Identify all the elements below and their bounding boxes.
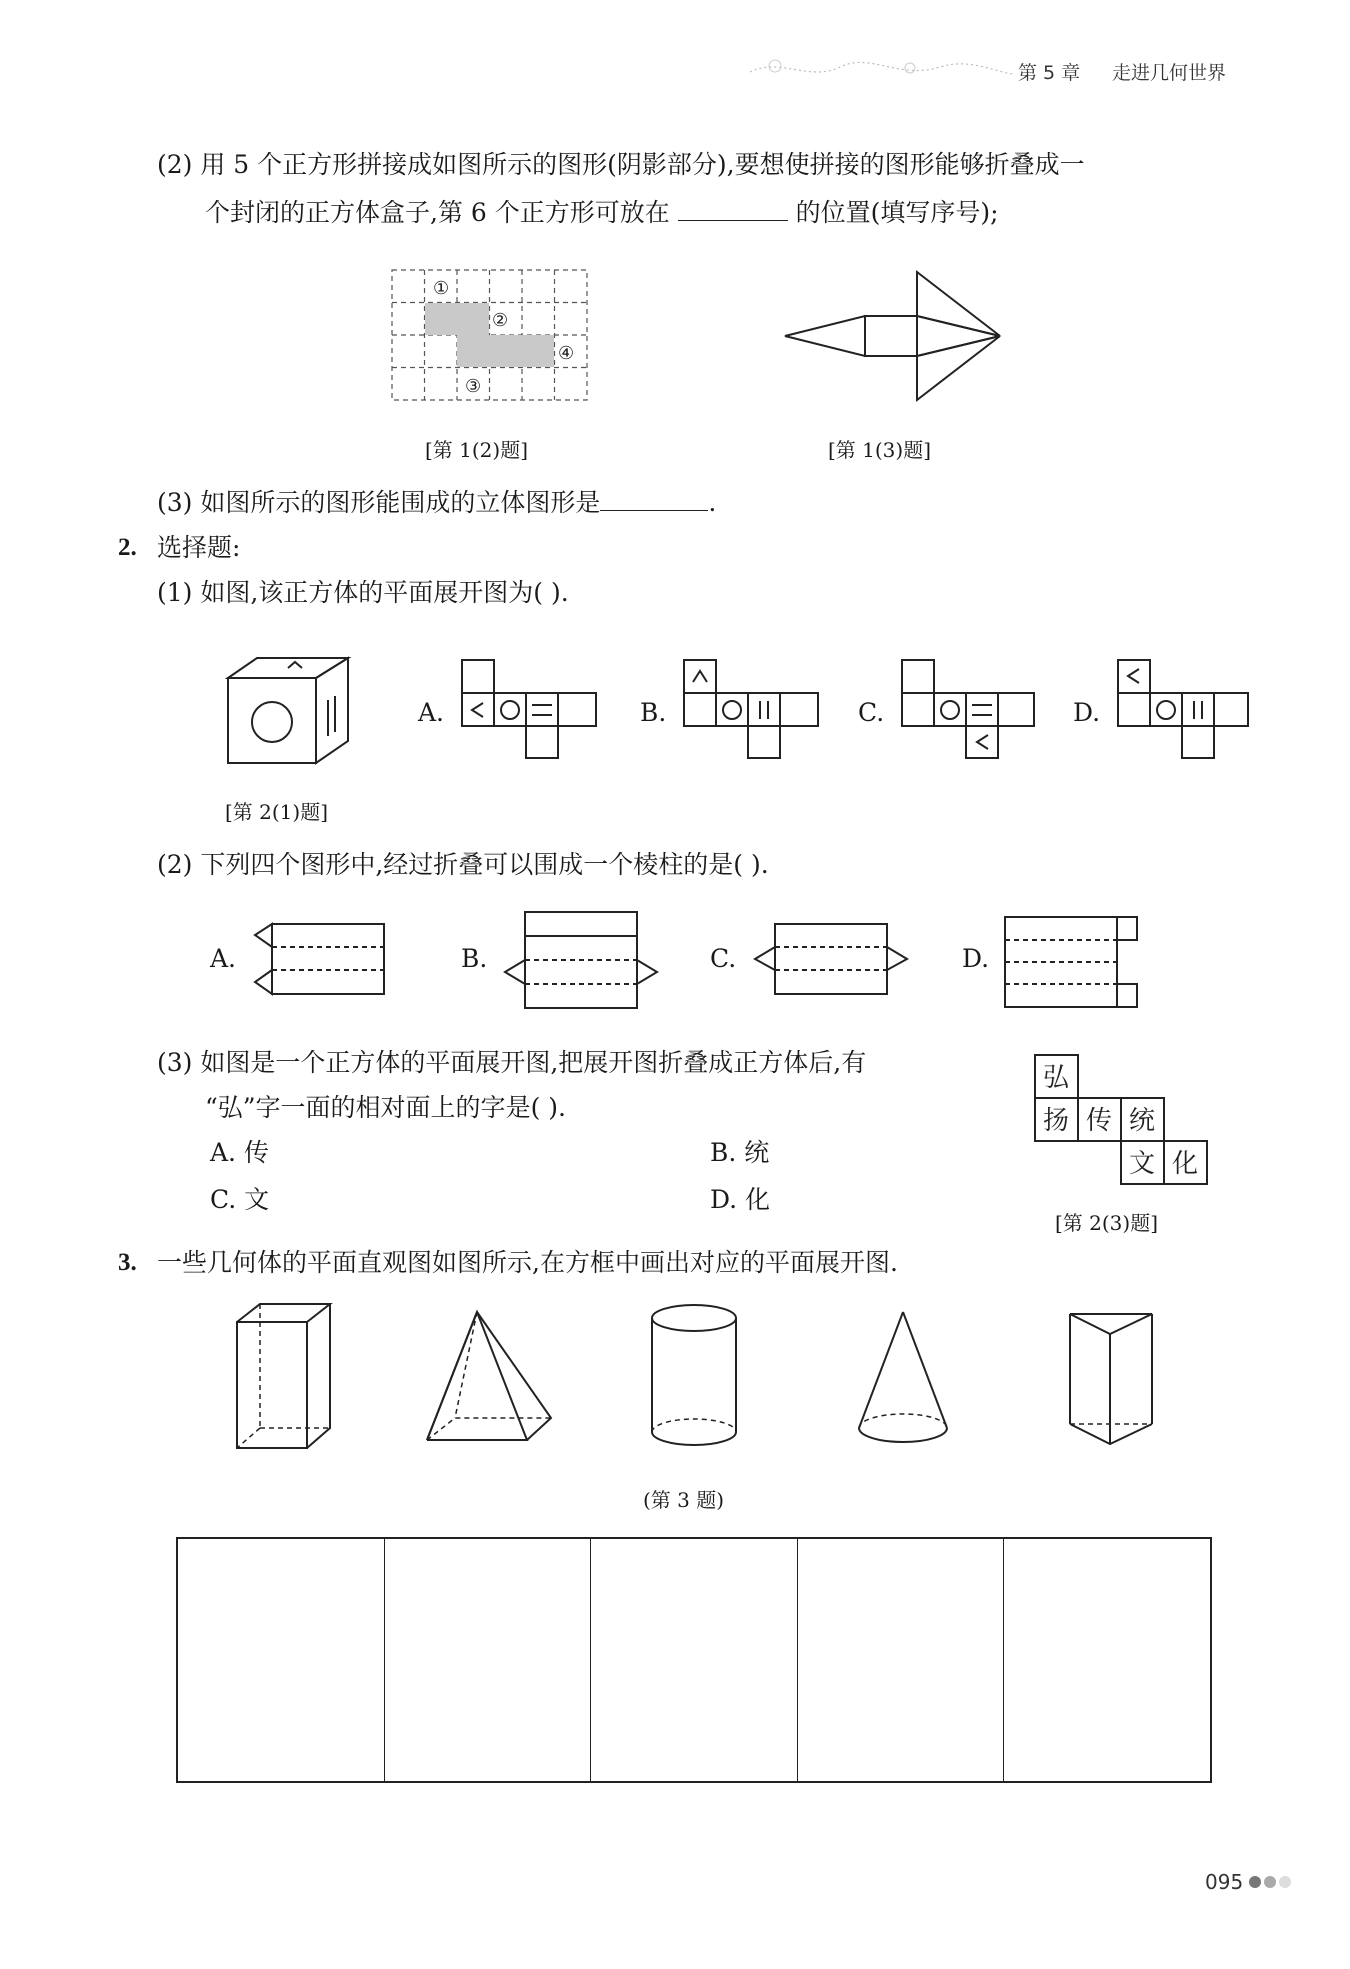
q2-title: 选择题: xyxy=(157,533,241,562)
answer-blank xyxy=(678,219,788,221)
prism-option-b-label: B. xyxy=(461,944,488,973)
grid-label-3: ③ xyxy=(465,376,482,397)
prism-net-option-b xyxy=(500,910,665,1010)
q2-1-text: (1) 如图,该正方体的平面展开图为( ). xyxy=(157,578,569,607)
chapter-title: 走进几何世界 xyxy=(1112,62,1227,84)
net-option-b xyxy=(682,658,822,760)
header-decoration xyxy=(740,52,1020,82)
option-d-label: D. xyxy=(1073,698,1101,727)
net-option-c xyxy=(900,658,1040,760)
net-char-hong: 弘 xyxy=(1042,1063,1070,1093)
cone-figure xyxy=(855,1310,955,1445)
shaded-square xyxy=(457,335,489,367)
prism-net-option-c xyxy=(750,922,915,997)
grid-label-2: ② xyxy=(492,310,509,331)
pyramid-figure xyxy=(425,1310,555,1445)
answer-box[interactable] xyxy=(798,1539,1005,1781)
prism-net-figure xyxy=(780,268,1010,408)
q1-2-line2-b: 的位置(填写序号); xyxy=(795,198,999,227)
chapter-label: 第 5 章 xyxy=(1018,62,1081,84)
choice-d: D. 化 xyxy=(710,1185,771,1214)
q2-number: 2. xyxy=(118,534,137,561)
shaded-square xyxy=(425,303,457,335)
character-net xyxy=(1033,1053,1213,1188)
q1-2-line1: (2) 用 5 个正方形拼接成如图所示的图形(阴影部分),要想使拼接的图形能够折叠成一 xyxy=(157,150,1085,179)
q1-2-line2-a: 个封闭的正方体盒子,第 6 个正方形可放在 xyxy=(205,198,670,227)
choice-a: A. 传 xyxy=(210,1138,269,1167)
caption-2-1: [第 2(1)题] xyxy=(225,800,329,824)
prism-option-c-label: C. xyxy=(710,944,737,973)
grid-figure xyxy=(390,268,590,403)
net-char-tong: 统 xyxy=(1128,1106,1156,1136)
shaded-square xyxy=(457,303,489,335)
option-b-label: B. xyxy=(640,698,667,727)
cylinder-figure xyxy=(650,1302,740,1452)
q1-3-text xyxy=(157,490,716,515)
net-char-yang: 扬 xyxy=(1042,1106,1070,1136)
answer-blank xyxy=(600,509,708,511)
caption-1-3: [第 1(3)题] xyxy=(828,438,932,462)
choice-c: C. 文 xyxy=(210,1185,270,1214)
option-a-label: A. xyxy=(418,698,445,727)
net-option-d xyxy=(1116,658,1256,760)
prism-net-option-a xyxy=(250,922,390,997)
answer-box[interactable] xyxy=(385,1539,592,1781)
page-dots-icon xyxy=(1247,1873,1297,1893)
net-char-wen: 文 xyxy=(1128,1149,1156,1179)
page-number: 095 xyxy=(1205,1870,1244,1894)
prism-option-a-label: A. xyxy=(210,944,237,973)
net-char-hua: 化 xyxy=(1171,1149,1199,1179)
q3-text: 一些几何体的平面直观图如图所示,在方框中画出对应的平面展开图. xyxy=(157,1248,898,1277)
answer-box-row xyxy=(176,1537,1212,1783)
caption-2-3: [第 2(3)题] xyxy=(1055,1211,1159,1235)
choice-b: B. 统 xyxy=(710,1138,770,1167)
grid-label-1: ① xyxy=(433,278,450,299)
shaded-square xyxy=(521,335,554,367)
net-option-a xyxy=(460,658,600,760)
option-c-label: C. xyxy=(858,698,885,727)
caption-3: (第 3 题) xyxy=(643,1488,725,1512)
q1-2-line2 xyxy=(205,200,999,225)
q2-2-text: (2) 下列四个图形中,经过折叠可以围成一个棱柱的是( ). xyxy=(157,850,769,879)
net-char-chuan: 传 xyxy=(1085,1106,1113,1136)
prism-net-option-d xyxy=(1003,915,1143,1010)
q2-3-line1: (3) 如图是一个正方体的平面展开图,把展开图折叠成正方体后,有 xyxy=(157,1048,867,1077)
cuboid-figure xyxy=(235,1302,335,1452)
answer-box[interactable] xyxy=(178,1539,385,1781)
caption-1-2: [第 1(2)题] xyxy=(425,438,529,462)
shaded-square xyxy=(489,335,521,367)
q1-3-b: . xyxy=(708,488,717,517)
q1-3-a: (3) 如图所示的图形能围成的立体图形是 xyxy=(157,488,601,517)
cube-figure xyxy=(225,656,365,768)
answer-box[interactable] xyxy=(591,1539,798,1781)
q3-number: 3. xyxy=(118,1249,137,1276)
answer-box[interactable] xyxy=(1004,1539,1210,1781)
triangular-prism-figure xyxy=(1068,1312,1158,1452)
prism-option-d-label: D. xyxy=(962,944,990,973)
grid-label-4: ④ xyxy=(558,343,575,364)
q2-3-line2: “弘”字一面的相对面上的字是( ). xyxy=(205,1093,566,1122)
